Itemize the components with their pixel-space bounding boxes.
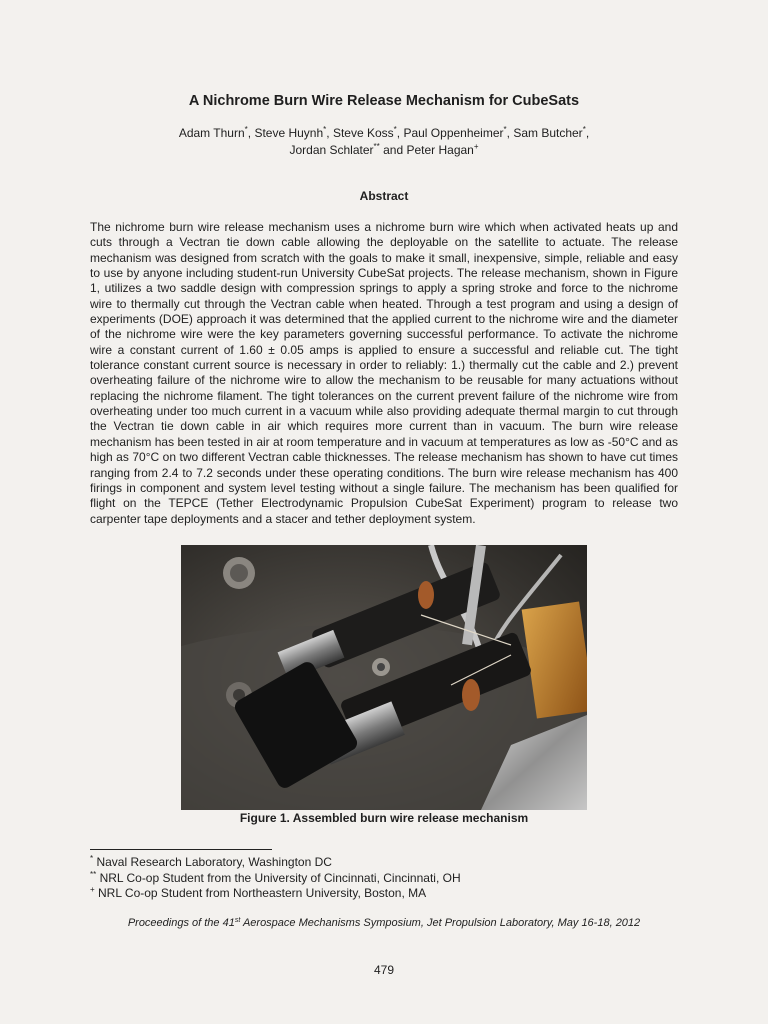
abstract-heading: Abstract: [359, 189, 409, 203]
affiliation-mark: +: [473, 142, 479, 151]
author-line-1: Adam Thurn*, Steve Huynh*, Steve Koss*, Paul Oppenheimer*, Sam Butcher*,: [178, 125, 590, 140]
affiliation-mark: **: [373, 142, 380, 151]
author-name: Jordan Schlater: [289, 143, 374, 157]
author-name: Steve Koss: [332, 126, 394, 140]
affiliation-mark: *: [582, 125, 586, 134]
footnote: [90, 886, 461, 902]
author-name: Peter Hagan: [406, 143, 474, 157]
page-number: 479: [373, 963, 395, 977]
footnotes: [90, 855, 461, 902]
footnote-mark: **: [90, 869, 97, 879]
abstract-body: The nichrome burn wire release mechanism uses a nichrome burn wire which when activated heats up and cuts through a Vectran tie down cable allowing the deployable on the satellite to actuate. The release mechanism was designed from scratch with the goals to make it small, inexpensive, simple, reliable and easy to use by anyone including student-run University CubeSat projects. The release mechanism, shown in Figure 1, utilizes a two saddle design with compression springs to apply a spring stroke and force to the nichrome wire to thermally cut through the Vectran cable when heated. Through a test program and using a design of experiments (DOE) approach it was determined that the applied current to the nichrome wire and the diameter of the nichrome wire were the key parameters governing successful performance. To activate the nichrome wire a constant current of 1.60 ± 0.05 amps is applied to ensure a successful and reliable cut. The tight tolerance constant current source is necessary in order to reliably: 1.) thermally cut the cable and 2.) prevent overheating failure of the nichrome wire to allow the mechanism to be reusable for many actuations without replacing the nichrome filament. The tight tolerances on the current prevent failure of the nichrome wire from overheating under too much current in a vacuum while also providing adequate thermal margin to cut through the Vectran tie down cable in air which requires more current than in vacuum. The burn wire release mechanism has been tested in air at room temperature and in vacuum at temperatures as low as -50°C and as high as 70°C on two different Vectran cable thicknesses. The release mechanism has shown to have cut times ranging from 2.4 to 7.2 seconds under these operating conditions. The burn wire release mechanism has 400 firings in component and system level testing without a single failure. The mechanism has been qualified for flight on the TEPCE (Tether Electrodynamic Propulsion CubeSat Experiment) program to release two carpenter tape deployments and a stacer and tether deployment system.: [90, 220, 678, 526]
proceedings-ordinal: st: [234, 917, 241, 924]
affiliation-mark: *: [323, 125, 327, 134]
footnote-text: NRL Co-op Student from Northeastern University, Boston, MA: [98, 886, 427, 900]
proceedings-before: Proceedings of the 41: [127, 917, 235, 929]
author-name: Sam Butcher: [513, 126, 583, 140]
footnote-separator: [90, 849, 272, 850]
footnote: [90, 871, 461, 887]
affiliation-mark: *: [503, 125, 507, 134]
footnote-mark: *: [90, 854, 94, 863]
footnote: [90, 855, 461, 871]
affiliation-mark: *: [244, 125, 248, 134]
author-name: Adam Thurn: [178, 126, 245, 140]
author-list: [0, 125, 768, 159]
author-conjunction: and: [383, 143, 404, 157]
author-name: Steve Huynh: [254, 126, 324, 140]
affiliation-mark: *: [393, 125, 397, 134]
footnote-mark: +: [90, 885, 95, 894]
proceedings-citation: [0, 917, 768, 929]
figure-photo: [181, 545, 587, 810]
footnote-text: NRL Co-op Student from the University of Cincinnati, Cincinnati, OH: [99, 870, 461, 885]
paper-title: A Nichrome Burn Wire Release Mechanism for CubeSats: [188, 93, 580, 109]
figure-caption: Figure 1. Assembled burn wire release mechanism: [239, 811, 529, 825]
mechanism-photo-illustration: [181, 545, 587, 810]
author-name: Paul Oppenheimer: [403, 126, 504, 140]
proceedings-after: Aerospace Mechanisms Symposium, Jet Propulsion Laboratory, May 16-18, 2012: [240, 917, 641, 929]
footnote-text: Naval Research Laboratory, Washington DC: [96, 855, 332, 869]
author-line-2: [0, 142, 768, 159]
